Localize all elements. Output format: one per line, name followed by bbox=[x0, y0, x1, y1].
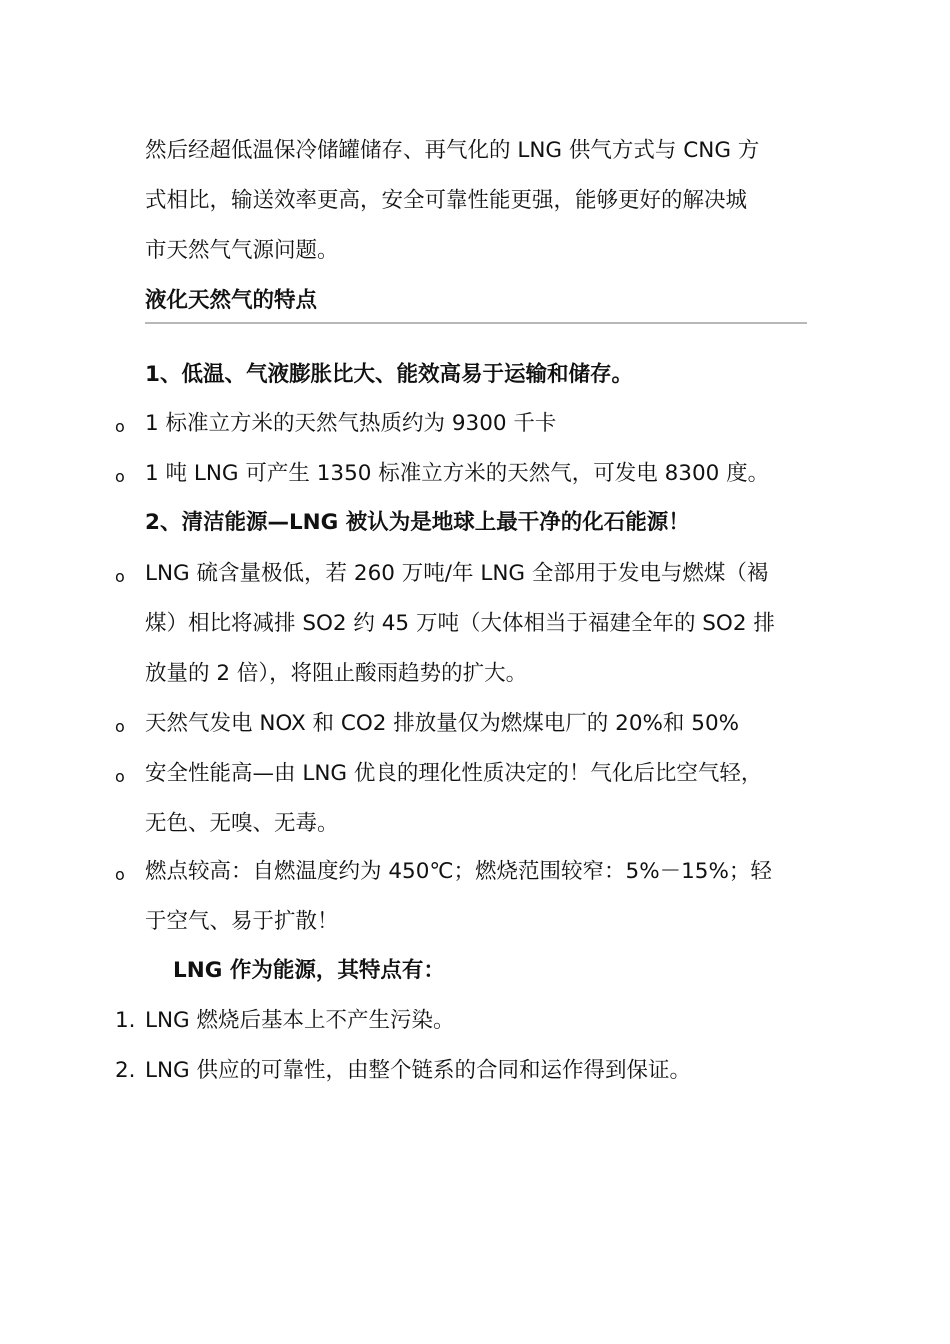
section-divider bbox=[145, 322, 807, 324]
point1-heading: 1、低温、气液膨胀比大、能效高易于运输和储存。 bbox=[145, 362, 633, 387]
numbered-item: LNG 供应的可靠性，由整个链系的合同和运作得到保证。 bbox=[145, 1058, 692, 1083]
bullet-icon: o bbox=[115, 767, 125, 786]
list-item-line: 安全性能高—由 LNG 优良的理化性质决定的！气化后比空气轻， bbox=[145, 761, 763, 786]
numbered-item: LNG 燃烧后基本上不产生污染。 bbox=[145, 1008, 455, 1033]
list-item-line: 无色、无嗅、无毒。 bbox=[145, 811, 339, 836]
list-item-line: 于空气、易于扩散！ bbox=[145, 909, 339, 934]
list-item-line: LNG 硫含量极低，若 260 万吨/年 LNG 全部用于发电与燃煤（褐 bbox=[145, 561, 769, 586]
point2-heading: 2、清洁能源—LNG 被认为是地球上最干净的化石能源！ bbox=[145, 510, 690, 535]
energy-heading: LNG 作为能源，其特点有： bbox=[173, 958, 445, 983]
list-item: 1 标准立方米的天然气热质约为 9300 千卡 bbox=[145, 411, 557, 436]
list-number: 2. bbox=[115, 1058, 136, 1083]
list-item-line: 燃点较高：自燃温度约为 450℃；燃烧范围较窄：5%－15%；轻 bbox=[145, 859, 772, 884]
list-item: 天然气发电 NOX 和 CO2 排放量仅为燃煤电厂的 20%和 50% bbox=[145, 711, 740, 736]
list-item: 1 吨 LNG 可产生 1350 标准立方米的天然气，可发电 8300 度。 bbox=[145, 461, 770, 486]
bullet-icon: o bbox=[115, 717, 125, 736]
list-number: 1. bbox=[115, 1008, 136, 1033]
intro-line-3: 市天然气气源问题。 bbox=[145, 238, 339, 263]
bullet-icon: o bbox=[115, 417, 125, 436]
bullet-icon: o bbox=[115, 467, 125, 486]
bullet-icon: o bbox=[115, 567, 125, 586]
intro-line-1: 然后经超低温保冷储罐储存、再气化的 LNG 供气方式与 CNG 方 bbox=[145, 138, 760, 163]
bullet-icon: o bbox=[115, 865, 125, 884]
list-item-line: 放量的 2 倍），将阻止酸雨趋势的扩大。 bbox=[145, 661, 528, 686]
section-title: 液化天然气的特点 bbox=[145, 288, 318, 313]
intro-line-2: 式相比，输送效率更高，安全可靠性能更强，能够更好的解决城 bbox=[145, 188, 748, 213]
list-item-line: 煤）相比将减排 SO2 约 45 万吨（大体相当于福建全年的 SO2 排 bbox=[145, 611, 775, 636]
